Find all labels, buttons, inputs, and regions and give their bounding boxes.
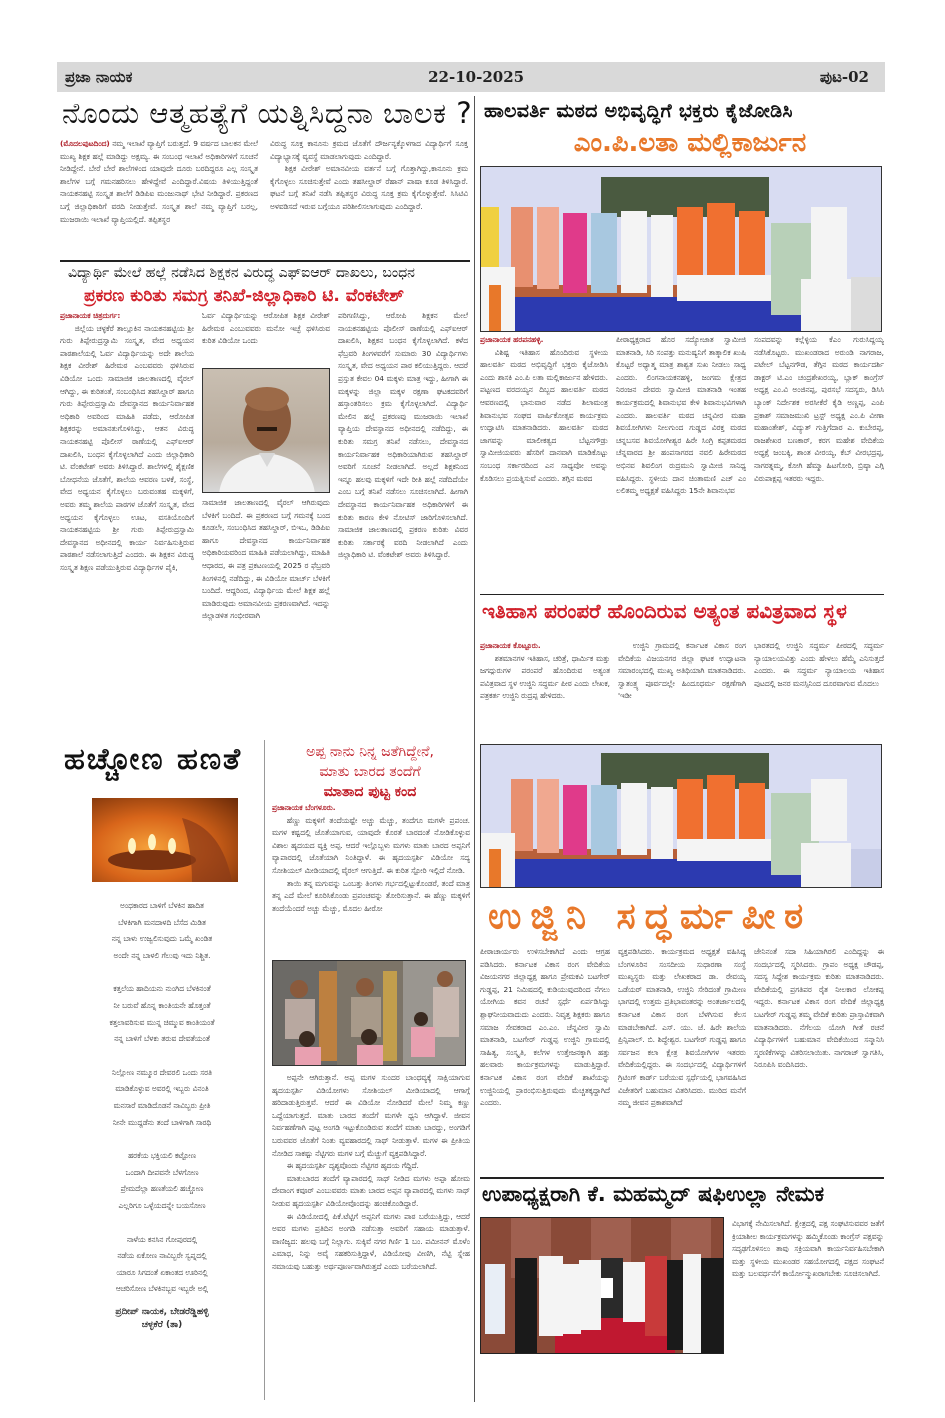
poem-line: ನೀನೇ ಮುದ್ದಡೆನು ತಂದೆ ಬಾಳಿಗಾಗಿ ಸಾರಥಿ <box>112 1117 212 1127</box>
event-stage-illustration <box>481 167 882 332</box>
poem-line: ಮಾಡಿಕೊಳ್ಳುವ ಅವರಲ್ಲಿ ಇಬ್ಬರು ವಿನಂತಿ <box>115 1084 209 1094</box>
poem-line: ನನ್ನ ಬಾಳು ಉಜ್ವಲಿಸುವುದು ಒಮ್ಮೆ ಖಂಡಿತ <box>111 934 213 944</box>
halavarthi-event-photo <box>480 166 882 332</box>
diya-illustration <box>92 798 238 882</box>
story4-kicker: ಹಾಲವರ್ತಿ ಮಠದ ಅಭಿವೃದ್ಧಿಗೆ ಭಕ್ತರು ಕೈಜೋಡಿಸಿ <box>484 100 793 122</box>
poem-line: ನೀ ಬರುವೆ ಹೊನ್ನ ಕಾಂತಿಯನೇ ಹೊತ್ತಂತೆ <box>113 1000 211 1010</box>
poem-line: ಮನಸಾರೆ ಮಾಡಿದೊಡನೆ ನಾವಿಬ್ಬರು ಪ್ರೀತಿ <box>113 1100 211 1110</box>
ujjini-event-photo <box>480 744 882 888</box>
story3-paragraph: ಈ ವಿಡಿಯೋದಲ್ಲಿ ಪಿಕೆ.ಟೆಟ್ಟಿಗೆ ಅಪ್ಪನಿಗೆ ಮಗಳು ಪಾಠ ಬರೆಯುತ್ತಿದ್ದು, ಆದರೆ ಅವರ ಮಗಳು ಪ್ರತಿದಿನ ಅಂಗಡಿ ನಡೆಸುತ್ತಾ ಅವರಿಗೆ ಸಹಾಯ ಮಾಡುತ್ತಾಳೆ. ವಾಣಿಜ್ಯದ: ಹಲವು ಬಗ್ಗೆ ನಿಲ್ಲಾಗು. ಸುಕ್ಕಿವೆ ನಗರ ಗಿರ್ಣಿ 1 ಬಂ. ಪಮೀನನ್ ಮೊಳೆಂ ಎಮಾಧ, ನಿನ್ನು ಅವೈ ಸಹಕರಿಸುತ್ತಿದ್ದಾಳೆ, ವಿಡಿಯೋವು ವೀಣಿಗಿ, ನೆಟ್ಟಿ ಸ್ನೇಹ ನಮಾಯವು ಬಹುತ್ತು ಅರ್ಥಪೂರ್ಣವಾಗಿರುತ್ತದೆ ಎಂದು ಬರೆಯಲಾಗಿದೆ. <box>272 1211 470 1271</box>
poem-line: ನಡೆಯ ಏಕೋಣ ನಾವಿಬ್ಬರೇ ಸ್ವಪ್ನದಲ್ಲಿ <box>117 1251 207 1261</box>
story6-headline: ಉಜ್ಜಿನಿ ಸದ್ಧರ್ಮಪೀಠ <box>488 896 813 937</box>
story4-col1-text: ವಿಶಿಷ್ಟ ಇತಿಹಾಸ ಹೊಂದಿರುವ ಸ್ಥಳೀಯ ಹಾಲವರ್ತಿ ಮಠದ ಅಭಿವೃದ್ಧಿಗೆ ಭಕ್ತರು ಕೈಜೋಡಿಸಿ ಎಂದು ಶಾಸಕಿ ಎಂ.ಪಿ ಲತಾ ಮಲ್ಲಿಕಾರ್ಜುನ ಹೇಳಿದರು. ಪಟ್ಟಣದ ವರದಯ್ಯನ ದಿಬ್ಬದ ಹಾಲವರ್ತಿ ಮಠದ ಆವರಣದಲ್ಲಿ ಭಾನುವಾರ ನಡೆದ ಶಿಲಾಮಂತ್ರ ಶಿವಾನುಭವ ಸಂಘದ ವಾರ್ಷಿಕೋತ್ಸವ ಕಾರ್ಯಕ್ರಮ ಉದ್ಘಾಟಿಸಿ ಮಾತನಾಡಿದರು. ಹಾಲವರ್ತಿ ಮಠದ ಜಾಗವನ್ನು ಮಾಲೀಕತ್ವದ ಬೆಟ್ಟನಗೌಡ್ರು ಸ್ವಾಮೀಜಿಯವರು ಹೆಸರಿಗೆ ದಾನವಾಗಿ ಮಾಡಿಕೊಟ್ಟು ಸಂಬಂಧ ಸರ್ಕಾರದಿಂದ ಎನ ಸಾಧ್ಯವೋ ಅವನ್ನು ಕೊಡಿಸಲು ಪ್ರಯತ್ನಿಸುವೆ ಎಂದರು. ತಗ್ಗಿನ ಮಠದ <box>480 347 608 483</box>
story4-col2: ಪೀಠಾಧ್ಯಕ್ಷರಾದ ಹೊರ ಸದ್ಯೋಜಾತ ಸ್ವಾಮೀಜಿ ಮಾತನಾಡಿ, ಸಿರಿ ಸಂಪತ್ತು ಮನುಷ್ಯನಿಗೆ ತಾತ್ಕಾಲಿಕ ಖುಷಿ ಕೊಟ್ಟರೆ ಅಧ್ಯಾತ್ಮ ಮಾತ್ರ ಶಾಶ್ವತ ಸುಖ ನೀಡಲು ಸಾಧ್ಯ ಎಂದರು. ಲಿಂಗನಾಯಕನಹಳ್ಳಿ, ಜಂಗಮ ಕ್ಷೇತ್ರದ ನಿರಂಜನ ದೇವರು ಸ್ವಾಮೀಜಿ ಮಾತನಾಡಿ ಇಂತಹ ಕಾರ್ಯಕ್ರಮದಲ್ಲಿ ಶಿವಾನುಭವ ಕೇಳಿ ಶಿವಾನುಭವಿಗಳಾಗಿ ಎಂದರು. ಹಾಲವರ್ತಿ ಮಠದ ಚನ್ನವೀರ ಮಹಾ ಶಿವಯೋಗಿಗಳು ನೀಲಗುಂದ ಗುಡ್ಡದ ವಿರಕ್ತ ಮಠದ ಚನ್ನಬಸವ ಶಿವಯೋಗೀಶ್ವರ ಹಿರೇ ಸಿಂಗ್ರಿ ಕಪ್ಪತಮಠದ ಚೆನ್ನವಾರದ ಶ್ರೀ ಹಂಪಸಾಗರದ ನವಲಿ ಹಿರೇಮಠದ ಅಭಿನವ ಶಿವಲಿಂಗ ರುದ್ರಮುನಿ ಸ್ವಾಮೀಜಿ ಸಾನಿಧ್ಯ ವಹಿಸಿದ್ದರು. ಸ್ಥಳೀಯ ದಾನ ಚಿಂತಾಮಣಿ ಎಚ್ ಎಂ ಲಲಿತಮ್ಮ ಅಧ್ಯಕ್ಷತೆ ವಹಿಸಿದ್ದರು 15ನೇ ಶಿವಾನುಭವ <box>616 335 746 496</box>
appointment-ceremony-photo <box>480 1217 724 1354</box>
father-daughter-shop-photo <box>272 960 466 1066</box>
story1-col2-p1: ವಿರುದ್ಧ ಸೂಕ್ತ ಕಾನೂನು ಕ್ರಮದ ಜೊತೆಗೆ ದೌರ್ಜನ್ಯಕ್ಕೊಳಗಾದ ವಿದ್ಯಾರ್ಥಿಗೆ ಸೂಕ್ತ ವಿದ್ಯಾಭ್ಯಾಸಕ್ಕೆ ವ್ಯವಸ್ಥೆ ಮಾಡಲಾಗುವುದು ಎಂದಿದ್ದಾರೆ. <box>270 139 468 161</box>
story3-headline <box>270 742 470 802</box>
story3-headline-line: ಅಪ್ಪ ನಾನು ನಿನ್ನ ಜತೆಗಿದ್ದೇನೆ, <box>306 744 434 760</box>
page-number: ಪುಟ-02 <box>819 68 869 86</box>
story5-col1 <box>480 640 610 738</box>
story3-headline-line: ಮಾತು ಬಾರದ ತಂದೆಗೆ <box>319 764 421 780</box>
poem-line: ಹರಕೆಯ ಭಕ್ತಿಯಲಿ ಕಟ್ಟೋಣ <box>128 1151 196 1161</box>
story2-col2-top: ಓರ್ವ ವಿದ್ಯಾರ್ಥಿಯನ್ನು ಆರೋಪಿತ ಶಿಕ್ಷಕ ವೀರೇಶ್ ಹಿರೇಮಠ ಎಂಬುವವರು ಮನೋ ಇಚ್ಛೆ ಥಳಿಸಿರುವ ಕುರಿತ ವಿಡಿಯೋ ಒಂದು <box>202 311 330 346</box>
issue-date: 22-10-2025 <box>428 68 525 86</box>
story2-headline: ಪ್ರಕರಣ ಕುರಿತು ಸಮಗ್ರ ತನಿಖೆ-ಜಿಲ್ಲಾಧಿಕಾರಿ ಟಿ. ವೆಂಕಟೇಶ್ <box>84 286 405 306</box>
divider <box>480 1177 884 1179</box>
poem-line: ಆಚರಿಸೋಣ ಬೆಳಕಿನಬ್ಬವ ಇಬ್ಬರೇ ಅಲ್ಲಿ <box>115 1284 209 1294</box>
story4-headline: ಎಂ.ಪಿ.ಲತಾ ಮಲ್ಲಿಕಾರ್ಜುನ <box>573 128 807 158</box>
story5-col3: ಭಾರತದಲ್ಲಿ ಉಜ್ಜಿನಿ ಸದ್ಧರ್ಮ ಪೀಠದಲ್ಲಿ ಸದ್ಧರ್ಮ ನ್ಯಾಯಾಲಯವಿತ್ತು ಎಂದು ಹೇಳಲು ಹೆಮ್ಮೆ ಎನಿಸುತ್ತದೆ ಎಂದರು. ಈ ಸದ್ಧರ್ಮ ನ್ಯಾಯಾಲಯ ಇತಿಹಾಸ ಪುಟದಲ್ಲಿ ಜನರ ಮನಸ್ಸಿನಿಂದ ದೂರವಾಗುವ ಮೊದಲು <box>754 641 884 688</box>
story4-col1 <box>480 334 608 592</box>
poem-line: ಕತ್ತಲಾವರಿಸುವ ಮುನ್ನ ಚಿಮ್ಮುವ ಕಾಂತಿಯಂತೆ <box>109 1017 215 1027</box>
event-stage-illustration-2 <box>481 745 882 888</box>
story1-body <box>60 138 468 260</box>
story1-col1: ನಮ್ಮ ಇಲಾಖೆ ವ್ಯಾಪ್ತಿಗೆ ಬರುತ್ತದೆ. 9 ವರ್ಷದ ಬಾಲಕನ ಮೇಲೆ ಮುಖ್ಯ ಶಿಕ್ಷಕ ಹಲ್ಲೆ ಮಾಡಿದ್ದು ಅಕ್ಷಮ್ಯ. ಈ ಸಂಬಂಧ ಇಲಾಖೆ ಅಧಿಕಾರಿಗಳಿಗೆ ಸೂಚನೆ ನೀಡಿದ್ದೇನೆ. ಬೇರೆ ಬೇರೆ ಶಾಲೆಗಳಿಂದ ಯಾವುದೇ ದೂರು ಬರದಿದ್ದರೂ ಎಲ್ಲ ಸಂಸ್ಕೃತ ಶಾಲೆಗಳ ಬಗ್ಗೆ ಗಮನಹರಿಸಲು ಹೇಳಿದ್ದೇವೆ ಎಂದಿದ್ದಾರೆ.ವಿಷಯ ತಿಳಿಯುತ್ತಿದ್ದಂತೆ ನಾಯಕನಹಟ್ಟಿ ಸಂಸ್ಕೃತ ಶಾಲೆಗೆ ಡಿಡಿಪಿಐ ಮಂಜುನಾಥ್ ಭೇಟಿ ನೀಡಿದ್ದಾರೆ. ಪ್ರಕರಣದ ಬಗ್ಗೆ ಜಿಲ್ಲಾಧಿಕಾರಿಗೆ ವರದಿ ನೀಡುತ್ತೇವೆ. ಸಂಸ್ಕೃತ ಶಾಲೆ ನಮ್ಮ ವ್ಯಾಪ್ತಿಗೆ ಬರಲ್ಲ, ಮುಜರಾಯಿ ಇಲಾಖೆ ವ್ಯಾಪ್ತಿಯಲ್ಲಿದೆ. ತಪ್ಪಿತಸ್ಥರ <box>60 139 258 224</box>
poem-line: ಕತ್ತಲೆಯ ಹಾದಿಯನು ನುಂಗಿದ ಬೆಳಕಿನಂತೆ <box>113 984 211 994</box>
poem-stanza <box>62 1065 262 1131</box>
story2-col3: ಪರಿಗಣಿಸಿದ್ದು, ಆರೋಪಿ ಶಿಕ್ಷಕನ ಮೇಲೆ ನಾಯಕನಹಟ್ಟಿಯ ಪೊಲೀಸ್ ಠಾಣೆಯಲ್ಲಿ ಎಫ್‌ಐಆರ್ ದಾಖಲಿಸಿ, ಶಿಕ್ಷಕನ ಬಂಧನ ಕೈಗೊಳ್ಳಲಾಗಿದೆ. ಕಳೆದ ಫೆಬ್ರವರಿ ತಿಂಗಳವರೆಗೆ ಸುಮಾರು 30 ವಿದ್ಯಾರ್ಥಿಗಳು ಸಂಸ್ಕೃತ, ವೇದ ಅಧ್ಯಯನ ಪಾಠ ಕಲಿಯುತ್ತಿದ್ದರು. ಆದರೆ ಪ್ರಸ್ತುತ ಕೇವಲ 04 ಮಕ್ಕಳು ಮಾತ್ರ ಇದ್ದು, ಹೀಗಾಗಿ ಈ ಮಕ್ಕಳನ್ನು ಜಿಲ್ಲಾ ಮಕ್ಕಳ ರಕ್ಷಣಾ ಘಟಕದವರಿಗೆ ಹಸ್ತಾಂತರಿಸಲು ಕ್ರಮ ಕೈಗೊಳ್ಳಲಾಗಿದೆ. ವಿದ್ಯಾರ್ಥಿ ಮೇಲಿನ ಹಲ್ಲೆ ಪ್ರಕರಣವು ಮುಜರಾಯಿ ಇಲಾಖೆ ವ್ಯಾಪ್ತಿಯ ದೇವಸ್ಥಾನದ ಅಧೀನದಲ್ಲಿ ನಡೆದಿದ್ದು, ಈ ಕುರಿತು ಸಮಗ್ರ ತನಿಖೆ ನಡೆಸಲು, ದೇವಸ್ಥಾನದ ಕಾರ್ಯನಿರ್ವಾಹಕ ಅಧಿಕಾರಿಯಾಗಿರುವ ತಹಸಿಲ್ದಾರ್ ಅವರಿಗೆ ಸೂಚನೆ ನೀಡಲಾಗಿದೆ. ಅಲ್ಲದೆ ಶಿಕ್ಷಕನಿಂದ ಇನ್ನೂ ಹಲವು ಮಕ್ಕಳಿಗೆ ಇದೇ ರೀತಿ ಹಲ್ಲೆ ನಡೆದಿದೆಯೇ ಎಂಬ ಬಗ್ಗೆ ತನಿಖೆ ನಡೆಸಲು ಸೂಚಿಸಲಾಗಿದೆ. ಹೀಗಾಗಿ ದೇವಸ್ಥಾನದ ಕಾರ್ಯನಿರ್ವಾಹಕ ಅಧಿಕಾರಿಗಳಿಗೆ ಈ ಕುರಿತು ಕಾರಣ ಕೇಳಿ ನೋಟಿಸ್ ಜಾರಿಗೊಳಿಸಲಾಗಿದೆ. ಸಾಮಾಜಿಕ ಜಾಲತಾಣದಲ್ಲಿ ಪ್ರಕರಣ ಕುರಿತು ವಿವರ ಕುರಿತು ಸರ್ಕಾರಕ್ಕೆ ವರದಿ ನೀಡಲಾಗಿದೆ ಎಂದು ಜಿಲ್ಲಾಧಿಕಾರಿ ಟಿ. ವೆಂಕಟೇಶ್ ಅವರು ತಿಳಿಸಿದ್ದಾರೆ. <box>338 311 468 560</box>
divider <box>60 260 470 262</box>
story1-headline: ನೊಂದು ಆತ್ಮಹತ್ಯೆಗೆ ಯತ್ನಿಸಿದ್ದನಾ ಬಾಲಕ ? <box>62 96 473 130</box>
shop-scene-illustration <box>273 961 466 1066</box>
story3-paragraph: ಅಪ್ಪನೇ ಆಗಿರುತ್ತಾನೆ. ಅಪ್ಪ ಮಗಳ ಸುಂದರ ಬಾಂಧವ್ಯಕ್ಕೆ ಸಾಕ್ಷಿಯಾಗುವ ಹೃದಯಸ್ಪರ್ಶಿ ವಿಡಿಯೋಗಳು ಸೋಶಿಯಲ್ ಮೀಡಿಯಾದಲ್ಲಿ ಆಗಾಗ್ಗೆ ಹರಿದಾಡುತ್ತಿರುತ್ತವೆ. ಆದರೆ ಈ ವಿಡಿಯೋ ನೋಡಿದರೆ ಮೇಲೆ ನಿಮ್ಮ ಕಣ್ಣು ಒದ್ದೆಯಾಗುತ್ತದೆ. ಮಾತು ಬಾರದ ತಂದೆಗೆ ಮಗಳೇ ಧ್ವನಿ ಆಗಿದ್ದಾಳೆ. ಜೀವನ ನಿರ್ವಹಣೆಗಾಗಿ ಪುಟ್ಟ ಅಂಗಡಿ ಇಟ್ಟುಕೊಂಡಿರುವ ತಂದೆಗೆ ಮಾತು ಬಾರದ್ದು, ಅಂಗಡಿಗೆ ಬರುವವರ ಜೊತೆಗೆ ನಿಂತು ವ್ಯವಹಾರದಲ್ಲಿ ಸಾಥ್ ನೀಡುತ್ತಾಳೆ. ಮಗಳ ಈ ಪ್ರೀತಿಯ ನೋಡಿದ ಸಾಕಷ್ಟು ನೆಟ್ಟಿಗರು ಮಗಳ ಬಗ್ಗೆ ಮೆಚ್ಚುಗೆ ವ್ಯಕ್ತಪಡಿಸಿದ್ದಾರೆ. <box>272 1073 470 1158</box>
poem-stanza <box>62 1148 262 1214</box>
story3-paragraph: ಮಾತುಬಾರದ ತಂದೆಗೆ ವ್ಯಾಪಾರದಲ್ಲಿ ಸಾಥ್ ನೀಡಿದ ಮಗಳು ಅಪ್ಪಾ ಹೋಮ ದೇವಾಂಗ ಕವೂರ್ ಎಂಬುವವರು ಮಾತು ಬಾರದ ಅಪ್ಪನ ವ್ಯಾಪಾರದಲ್ಲಿ ಮಗಳು ಸಾಥ್ ನೀಡುವ ಹೃದಯಸ್ಪರ್ಶಿ ವಿಡಿಯೋವೊಂದನ್ನು ಹಂಚಿಕೊಂಡಿದ್ದಾರೆ. <box>272 1173 470 1208</box>
story3-dateline: ಪ್ರಜಾನಾಯಕ ಬೆಂಗಳೂರು. <box>272 803 336 812</box>
poem-body <box>62 898 262 1332</box>
story5-col1-text: ಶತಮಾನಗಳ ಇತಿಹಾಸ, ಚರಿತ್ರೆ, ಧಾರ್ಮಿಕ ಮತ್ತು ಜಗದ್ಗುರುಗಳ ಪರಂಪರೆ ಹೊಂದಿರುವ ಅತ್ಯಂತ ಪವಿತ್ರವಾದ ಸ್ಥಳ ಉಜ್ಜಿನಿ ಸದ್ಧರ್ಮ ಪೀಠ ಎಂದು ಲೇಖಕ, ಪತ್ರಕರ್ತ ಉಜ್ಜಿನಿ ರುದ್ರಪ್ಪ ಹೇಳಿದರು. <box>480 653 610 701</box>
poem-line: ಪ್ರೇಮದೆಲ್ಲಾ ಹಣತೆಯಲಿ ಹಚ್ಚೋಣ <box>120 1184 204 1194</box>
poem-line: ಒಂದಾಗಿ ದೀಪವನೇ ಬೆಳಗೋಣ <box>125 1167 199 1177</box>
story5-headline: ಇತಿಹಾಸ ಪರಂಪರೆ ಹೊಂದಿರುವ ಅತ್ಯಂತ ಪವಿತ್ರವಾದ ಸ್ಥಳ <box>482 599 847 623</box>
story3-paragraph: ತಾಯಿ ತನ್ನ ಮಗುವನ್ನು ಒಂಬತ್ತು ತಿಂಗಳು ಗರ್ಭದಲ್ಲಿಟ್ಟುಕೊಂಡರೆ, ತಂದೆ ಮಾತ್ರ ತನ್ನ ಎದೆ ಮೇಲೆ ಕೂರಿಸಿಕೊಂಡು ಪ್ರಪಂಚವನ್ನು ತೋರಿಸುತ್ತಾನೆ. ಈ ಹೆಣ್ಣು ಮಕ್ಕಳಿಗೆ ತಂದೆಯೆಂದರೆ ಅಚ್ಚು ಮೆಚ್ಚು, ಮೊದಲ ಹೀರೋ <box>272 878 470 913</box>
story7-headline: ಉಪಾಧ್ಯಕ್ಷರಾಗಿ ಕೆ. ಮಹಮ್ಮದ್ ಷಫಿಉಲ್ಲಾ ನೇಮಕ <box>482 1182 825 1206</box>
poem-stanza <box>62 1232 262 1298</box>
story2-dateline: ಪ್ರಜಾನಾಯಕ ಚಿತ್ರದುರ್ಗ: <box>60 311 121 320</box>
district-collector-photo <box>202 368 330 493</box>
poem-stanza <box>62 898 262 964</box>
column-divider <box>264 740 265 1400</box>
story2-kicker: ವಿದ್ಯಾರ್ಥಿ ಮೇಲೆ ಹಲ್ಲೆ ನಡೆಸಿದ ಶಿಕ್ಷಕನ ವಿರುದ್ಧ ಎಫ್‌ಐಆರ್ ದಾಖಲು, ಬಂಧನ <box>68 265 415 281</box>
story4-dateline: ಪ್ರಜಾನಾಯಕ ಹರಪನಹಳ್ಳಿ. <box>480 335 544 344</box>
poem-author: ಪ್ರದೀಪ್ ನಾಯಕ, ಬೇಡರೆಡ್ಡಿಹಳ್ಳಿ <box>115 1306 209 1317</box>
group-photo-illustration <box>481 1218 724 1354</box>
poem-line: ನಾಳೆಯ ಕನಸಿನ ಗೋಪುರದಲ್ಲಿ <box>126 1234 198 1244</box>
story2-col1-text: ಜಿಲ್ಲೆಯ ಚಳ್ಳಕೆರೆ ತಾಲ್ಲೂಕಿನ ನಾಯಕನಹಟ್ಟಿಯ ಶ್ರೀ ಗುರು ತಿಪ್ಪೇರುದ್ರಸ್ವಾಮಿ ಸಂಸ್ಕೃತ, ವೇದ ಅಧ್ಯಯನ ಪಾಠಶಾಲೆಯಲ್ಲಿ ಓರ್ವ ವಿದ್ಯಾರ್ಥಿಯನ್ನು ಅದೇ ಶಾಲೆಯ ಶಿಕ್ಷಕ ವೀರೇಶ್ ಹಿರೇಮಠ ಎಂಬವವರು ಥಳಿಸಿರುವ ವಿಡಿಯೋ ಒಂದು ಸಾಮಾಜಿಕ ಜಾಲತಾಣದಲ್ಲಿ ವೈರಲ್ ಆಗಿದ್ದು, ಈ ಕುರಿತಂತೆ, ಸಂಬಂಧಿಸಿದ ತಹಸಿಲ್ದಾರ್ ಹಾಗೂ ಗುರು ತಿಪ್ಪೇರುದ್ರಸ್ವಾಮಿ ದೇವಸ್ಥಾನದ ಕಾರ್ಯನಿರ್ವಾಹಕ ಅಧಿಕಾರಿ ಅವರಿಂದ ಮಾಹಿತಿ ಪಡೆದು, ಆರೋಪಿತ ಶಿಕ್ಷಕರನ್ನು ಅಮಾನತುಗೊಳಿಸಿದ್ದು, ಆತನ ವಿರುದ್ಧ ನಾಯಕನಹಟ್ಟಿ ಪೊಲೀಸ್ ಠಾಣೆಯಲ್ಲಿ ಎಫ್‌ಐಆರ್ ದಾಖಲಿಸಿ, ಬಂಧನ ಕೈಗೊಳ್ಳಲಾಗಿದೆ ಎಂದು ಜಿಲ್ಲಾಧಿಕಾರಿ ಟಿ. ವೆಂಕಟೇಶ್ ಅವರು ತಿಳಿಸಿದ್ದಾರೆ. ಶಾಲೆಗಳಲ್ಲಿ ಶೈಕ್ಷಣಿಕ ಬೋಧನೆಯ ಜೊತೆಗೆ, ಶಾಲೆಯ ಆವರಣ ಬಳಕೆ, ಸಂಸ್ಥೆ, ವೇದ ಅಧ್ಯಯನ ಕೈಗೊಳ್ಳಲು ಬರುವಂತಹ ಮಕ್ಕಳಿಗೆ, ಅವರು ತಮ್ಮ ಶಾಲೆಯ ಪಾಠಗಳ ಜೊತೆಗೆ ಸಂಸ್ಕೃತ, ವೇದ ಅಧ್ಯಯನ ಕೈಗೊಳ್ಳಲು ಊಟ, ವಸತಿಯೊಂದಿಗೆ ನಾಯಕನಹಟ್ಟಿಯ ಶ್ರೀ ಗುರು ತಿಪ್ಪೇರುದ್ರಸ್ವಾಮಿ ದೇವಸ್ಥಾನದ ಅಧೀನದಲ್ಲಿ ಕಾರ್ಯ ನಿರ್ವಹಿಸುತ್ತಿರುವ ಪಾಠಶಾಲೆ ನಡೆಸಲಾಗುತ್ತಿದೆ ಎಂದರು. ಈ ಶಿಕ್ಷಕನ ವಿರುದ್ಧ ಸಂಸ್ಕೃತ ಶಿಕ್ಷಣ ಪಡೆಯುತ್ತಿರುವ ವಿದ್ಯಾರ್ಥಿಗಳ ಪೈಕಿ, <box>60 323 194 572</box>
story1-col2-p2: ಶಿಕ್ಷಕ ವೀರೇಶ್ ಅಮಾನವೀಯ ವರ್ತನೆ ಬಗ್ಗೆ ಗೊತ್ತಾಗಿದ್ದು,ಕಾನೂನು ಕ್ರಮ ಕೈಗೊಳ್ಳಲು ಸೂಚಿಸುತ್ತೇವೆ ಎಂದು ತಹಸೀಲ್ದಾರ್ ರೆಹಾನ್ ಪಾಷಾ ಕೂಡ ತಿಳಿಸಿದ್ದಾರೆ. ಘಟನೆ ಬಗ್ಗೆ ತನಿಖೆ ನಡೆಸಿ ತಪ್ಪಿತಸ್ಥರ ವಿರುದ್ಧ ಸೂಕ್ತ ಕ್ರಮ ಕೈಗೊಳ್ಳುತ್ತೇವೆ. ಸಿಸಿಟಿವಿ ಅಳವಡಿಸದೆ ಇರುವ ಬಗ್ಗೆಯೂ ಪರಿಶೀಲಿಸಲಾಗುವುದು ಎಂದಿದ್ದಾರೆ. <box>270 164 468 211</box>
poem-stanza <box>62 981 262 1047</box>
poem-author-place: ಚಳ್ಳಕೆರೆ (ತಾ) <box>141 1319 183 1330</box>
page-column-divider <box>474 96 475 1402</box>
poem-line: ಎಲ್ಲರಿಗೂ ಒಳ್ಳೆಯದನ್ನೇ ಬಯಸೋಣ <box>118 1200 206 1210</box>
story6-col2: ವ್ಯಕ್ತಪಡಿಸಿದರು. ಕಾರ್ಯಕ್ರಮದ ಅಧ್ಯಕ್ಷತೆ ವಹಿಸಿದ್ದ ಬೆಂಗಳೂರಿನ ಸಂಸದೀಯ ಸುಧಾರಣಾ ಸಂಸ್ಥೆ ಮುಖ್ಯಸ್ಥರು ಮತ್ತು ಲೇಖಕರಾದ ಡಾ. ರೇವಯ್ಯ ಒಡೆಯರ್ ಮಾತನಾಡಿ, ಉಜ್ಜಿನಿ ಸೇರಿದಂತೆ ಗ್ರಾಮೀಣ ಭಾಗದಲ್ಲಿ ಉತ್ತಮ ಪ್ರತಿಭಾವಂತರನ್ನು ಅಂತರ್ಜಾಲದಲ್ಲಿ ಕರ್ನಾಟಕ ವಿಕಾಸ ರಂಗ ಬೆಳಗಿಸುವ ಕೆಲಸ ಮಾಡಬೇಕಾಗಿದೆ. ಎಸ್. ಯು. ಜೆ. ಹಿರೇ ಶಾಲೆಯ ಪ್ರಿನ್ಸಿಪಾಲ್. ಬಿ. ಶಿದ್ಧೇಶ್ವರ. ಬಟಗೇರ್ ಗುಡ್ಡಪ್ಪ ಹಾಗೂ ಸರ್ವಜನ ಕಲಾ ಕ್ಷೇತ್ರ ಶಿವಯೋಗಿಗಳ ಇತರರು ವೇದಿಕೆಯಲ್ಲಿದ್ದರು. ಈ ಸಂದರ್ಭದಲ್ಲಿ ವಿದ್ಯಾರ್ಥಿಗಳಿಗೆ ಗ್ರಿಟಿಂಗ್ ಕಾರ್ಡ್ ಬರೆಯುವ ಸ್ಪರ್ಧೆಯಲ್ಲಿ ಭಾಗವಹಿಸಿದ ವಿಜೇತರಿಗೆ ಬಹುಮಾನ ವಿತರಿಸಿದರು. ಮುರಿದ ಮನೆಗೆ ನಮ್ಮ ಜೀವನ ಪ್ರಕಾಶವಾಗಿದೆ <box>618 947 746 1108</box>
story6-col1: ಪೀಠಾಚಾರ್ಯರು ಉಳಿಸಬೇಕಾಗಿದೆ ಎಂದು ಆಗ್ರಹ ಪಡಿಸಿದರು. ಕರ್ನಾಟಕ ವಿಕಾಸ ರಂಗ ವೇದಿಕೆಯ ವಿಜಯನಗರ ಜಿಲ್ಲಾಧ್ಯಕ್ಷ ಹಾಗೂ ಪ್ರೇಮಕವಿ ಬಟಗೇರ್ ಗುಡ್ಡಪ್ಪ, 21 ನಿಮಿಷದಲ್ಲಿ ಕುಡಿಯುವುದರಿಂದ ನೆಗಲು ಯೋಗಿಯ ಕವನ ರಚನೆ ಸ್ಪರ್ಧೆ ಏರ್ಪಡಿಸಿದ್ದು ಶ್ಲಾಘನೀಯವಾದುದು ಎಂದರು. ನಿವೃತ್ತ ಶಿಕ್ಷಕರು ಹಾಗೂ ಸಮಾಜ ಸೇವಕರಾದ ಎಂ.ಎಂ. ಚೆನ್ನವೀರ ಸ್ವಾಮಿ ಮಾತನಾಡಿ, ಬಟಗೇರ್ ಗುಡ್ಡಪ್ಪ ಉಜ್ಜಿನಿ ಗ್ರಾಮದಲ್ಲಿ ಸಾಹಿತ್ಯ, ಸಂಸ್ಕೃತಿ, ಕಲೆಗಳ ಉತ್ತೇಜನಕ್ಕಾಗಿ ಹತ್ತು ಹಲವಾರು ಕಾರ್ಯಕ್ರಮಗಳನ್ನು ಮಾಡುತ್ತಿದ್ದಾರೆ. ಕರ್ನಾಟಕ ವಿಕಾಸ ರಂಗ ವೇದಿಕೆ ಶಾಖೆಯನ್ನು ಉಜ್ಜಿನಿಯಲ್ಲಿ ಪ್ರಾರಂಭಿಸುತ್ತಿರುವುದು ಮೆಚ್ಚತಕ್ಕದ್ದಾಗಿದೆ ಎಂದರು. <box>480 947 610 1108</box>
story2-col1 <box>60 310 194 736</box>
poem-line: ಅಂಧಕಾರದ ಬಾಳಿಗೆ ಬೆಳಕಿನ ಹಾದಿತ <box>120 901 204 910</box>
masthead <box>57 62 885 92</box>
story2-col2-bottom: ಸಾಮಾಜಿಕ ಜಾಲತಾಣದಲ್ಲಿ ವೈರಲ್ ಆಗಿರುವುದು ಬೆಳಕಿಗೆ ಬಂದಿದೆ. ಈ ಪ್ರಕರಣದ ಬಗ್ಗೆ ಗಮನಕ್ಕೆ ಬಂದ ಕೂಡಲೇ, ಸಂಬಂಧಿಸಿದ ತಹಸಿಲ್ದಾರ್, ಬಿಇಒ, ಡಿಡಿಪಿಐ ಹಾಗೂ ದೇವಸ್ಥಾನದ ಕಾರ್ಯನಿರ್ವಾಹಕ ಅಧಿಕಾರಿಯವರಿಂದ ಮಾಹಿತಿ ಪಡೆಯಲಾಗಿದ್ದು, ಮಾಹಿತಿ ಆಧಾರದ, ಈ ಪತ್ರ ಪ್ರಕಟಣಯಲ್ಲಿ 2025 ರ ಫೆಬ್ರವರಿ ತಿಂಗಳಿನಲ್ಲಿ ನಡೆದಿದ್ದು, ಈ ವಿಡಿಯೋ ಮಾರ್ಚ್ ಬೆಳಕಿಗೆ ಬಂದಿದೆ. ಆದ್ದರಿಂದ, ವಿದ್ಯಾರ್ಥಿಯ ಮೇಲೆ ಶಿಕ್ಷಕ ಹಲ್ಲೆ ಮಾಡಿರುವುದು ಅಮಾನವೀಯ ಪ್ರಕರಣವಾಗಿದೆ. ಇದನ್ನು ಜಿಲ್ಲಾಡಳಿತ ಗಂಭೀರವಾಗಿ <box>202 498 330 621</box>
story1-dateline: (ಮೊದಲಪುಟದಿಂದ) <box>60 139 110 148</box>
poem-line: ನಿಲ್ಲೋಣ ನಮ್ಮೂರ ದೇವರಲಿ ಒಂದು ಸರತಿ <box>111 1067 212 1077</box>
story3-paragraph: ಈ ಹೃದಯಸ್ಪರ್ಶಿ ದೃಶ್ಯವೊಂದು ನೆಟ್ಟಿಗರ ಹೃದಯ ಗೆದ್ದಿದೆ. <box>286 1161 419 1171</box>
diya-lamp-photo <box>92 798 238 882</box>
poem-line: ಯಾರೂ ಸಿಗದಂತೆ ಏಕಾಂತದ ಊರಿನಲ್ಲಿ <box>116 1267 208 1277</box>
story3-body-bottom <box>272 1072 470 1402</box>
poem-line: ಬೆಳಕಿಗಾಗಿ ಮನದಾಳದಿ ಬೆಸೆದ ಮಿಡಿತ <box>118 917 206 927</box>
story7-body: ವಿಭಾಗಕ್ಕೆ ನೇಮಿಸಲಾಗಿದೆ. ಕ್ಷೇತ್ರದಲ್ಲಿ ಪಕ್ಷ ಸಂಘಟಿಸುವವರ ಜತೆಗೆ ಕ್ರಿಯಾಶೀಲ ಕಾರ್ಯಕ್ರಮಗಳನ್ನು ಹಮ್ಮಿಕೊಂಡು ಕಾಂಗ್ರೆಸ್ ಪಕ್ಷವನ್ನು ಸದೃಢಗೊಳಿಸಲು ತಾವು ಸಕ್ರಿಯವಾಗಿ ಕಾರ್ಯನಿರ್ವಹಿಸಬೇಕಾಗಿ ಮತ್ತು ಸ್ಥಳೀಯ ಮುಖಂಡರ ಸಹಯೋಗದಲ್ಲಿ ಪಕ್ಷದ ಸಂಘಟನೆ ಮತ್ತು ಬಲವರ್ಧನೆಗೆ ಕಾರ್ಯೋನ್ಮುಖರಾಗಬೇಕು ಸೂಚಿಸಲಾಗಿದೆ. <box>732 1219 884 1279</box>
story5-col2: ಉಜ್ಜಿನಿ ಗ್ರಾಮದಲ್ಲಿ ಕರ್ನಾಟಕ ವಿಕಾಸ ರಂಗ ವೇದಿಕೆಯ ವಿಜಯನಗರ ಜಿಲ್ಲಾ ಘಟಕ ಉದ್ಘಾಟನಾ ಸಮಾರಂಭದಲ್ಲಿ ಮುಖ್ಯ ಅತಿಥಿಯಾಗಿ ಮಾತನಾಡಿದರು. ಸ್ವಾತಂತ್ರ್ಯ ಪೂರ್ವದಲ್ಲೇ ಹಿಂದೂಧರ್ಮ ರಕ್ಷಣೆಗಾಗಿ 'ಇಡೀ <box>618 641 746 701</box>
paper-name: ಪ್ರಜಾ ನಾಯಕ <box>65 68 133 86</box>
divider <box>480 594 884 595</box>
story6-col3: ಜೇನಿನಂತೆ ಸದಾ ಸಿಹಿಯಾಗಿರಲಿ ಎಂದಿದ್ದನ್ನು ಈ ಸಂದರ್ಭದಲ್ಲಿ ಸ್ಮರಿಸಿದರು. ಗ್ರಾಪಂ ಅಧ್ಯಕ್ಷ ಚೌಡಪ್ಪ, ಸದಸ್ಯ ಸಿದ್ದೇಶ ಕಾರ್ಯಕ್ರಮ ಕುರಿತು ಮಾತನಾಡಿದರು. ವೇದಿಕೆಯಲ್ಲಿ ಪ್ರಗತಿಪರ ರೈತ ನೀಲಕಾರ ಲೋಕಪ್ಪ ಇದ್ದರು. ಕರ್ನಾಟಕ ವಿಕಾಸ ರಂಗ ವೇದಿಕೆ ಜಿಲ್ಲಾಧ್ಯಕ್ಷ ಬಟಗೇರ್ ಗುಡ್ಡಪ್ಪ ತಮ್ಮ ವೇದಿಕೆ ಕುರಿತು ಪ್ರಾಸ್ತಾವಿಕವಾಗಿ ಮಾತನಾಡಿದರು. ನೆಗೆಲಯ ಯೋಗಿ ಗೀತೆ ರಚನೆ ವಿದ್ಯಾರ್ಥಿಗಳಿಗೆ ಬಹುಮಾನ ವೇದಿಕೆಯಿಂದ ಸನ್ಮಾನಿಸಿ ಸ್ಮರಣಿಕೆಗಳನ್ನು ವಿತರಿಸಲಾಯಿತು. ನಾಗರಾಜ್ ಸ್ವಾಗತಿಸಿ, ನಿರೂಪಿಸಿ ವಂದಿಸಿದರು. <box>754 947 884 1070</box>
story5-dateline: ಪ್ರಜಾನಾಯಕ ಕೊಟ್ಟೂರು. <box>480 641 541 650</box>
story3-paragraph: ಹೆಣ್ಣು ಮಕ್ಕಳಿಗೆ ತಂದೆಯಷ್ಟೇ ಅಚ್ಚು ಮೆಚ್ಚು, ತಂದೆಗೂ ಮಗಳೇ ಪ್ರಪಂಚ. ಮಗಳ ಕಷ್ಟದಲ್ಲಿ ಜೊತೆಯಾಗುವ, ಯಾವುದೇ ಕೊರತೆ ಬಾರದಂತೆ ನೋಡಿಕೊಳ್ಳುವ ವಿಶಾಲ ಹೃದಯದ ವ್ಯಕ್ತಿ ಅಪ್ಪ. ಆದರೆ ಇಲ್ಲೊಬ್ಬಳು ಮಗಳು ಮಾತು ಬಾರದ ಅಪ್ಪನಿಗೆ ವ್ಯಾಪಾರದಲ್ಲಿ ಜೊತೆಯಾಗಿ ನಿಂತಿದ್ದಾಳೆ. ಈ ಹೃದಯಸ್ಪರ್ಶಿ ವಿಡಿಯೋ ಸದ್ಯ ಸೋಶಿಯಲ್ ಮೀಡಿಯಾದಲ್ಲಿ ವೈರಲ್ ಆಗುತ್ತಿದೆ. ಈ ಕುರಿತ ಸ್ಟೋರಿ ಇಲ್ಲಿದೆ ನೋಡಿ. <box>272 815 470 875</box>
poem-line: ನನ್ನ ಬಾಳಿಗೆ ಬೆಳಕು ತರುವ ದೇವತೆಯಂತೆ <box>114 1034 210 1044</box>
portrait-illustration <box>203 369 330 493</box>
poem-title: ಹಚ್ಚೋಣ ಹಣತೆ <box>64 742 243 777</box>
story3-body-top <box>272 802 470 956</box>
story4-col3: ಸಂಪದವನ್ನು ಕಲ್ಲೆಳ್ಳಿಯ ಕೆಎಂ ಗುರುಸಿದ್ದಯ್ಯ ನಡೆಸಿಕೊಟ್ಟರು. ಮುಖಂಡರಾದ ಅರುಂಡಿ ನಾಗರಾಜ, ಪಟೇಲ್ ಬೆಟ್ಟನಗೌಡ, ತೆಗ್ಗಿನ ಮಠದ ಕಾರ್ಯದರ್ಶಿ ಡಾಕ್ಟರ್ ಟಿ.ಎಂ ಚಂದ್ರಶೇಖರಯ್ಯ, ಬ್ಲಾಕ್ ಕಾಂಗ್ರೆಸ್ ಅಧ್ಯಕ್ಷ ಎಂ.ವಿ ಅಂಜಿನಪ್ಪ, ಪುರಸಭೆ ಸದಸ್ಯರು, ಡಿಸಿಸಿ ಬ್ಯಾಂಕ್ ನಿರ್ದೇಶಕ ಅರಸೀಕೆರೆ ಕೈಡಿ ಅಣ್ಣಪ್ಪ, ಎಂಪಿ ಪ್ರಕಾಶ್ ಸಮಾಜಮುಖಿ ಟ್ರಸ್ಟ್ ಅಧ್ಯಕ್ಷ ಎಂ.ಪಿ ವೀಣಾ ಮಹಾಂತೇಶ್, ವಿದ್ಯುತ್ ಗುತ್ತಿಗೆದಾರ ಎ. ಕುಬೇರಪ್ಪ, ರಾಜಶೇಖರ ಬಣಕಾರ್, ಕರಗ ಮಹೇಶ ವೇದಿಕೆಯ ಅಧ್ಯಕ್ಷೆ ಜಂಬಕ್ಕಿ, ಶಾಂತ ವೀರಯ್ಯ, ಕೆಬ್ ವೀರಭದ್ರಪ್ಪ, ನಾಗರತ್ನಮ್ಮ, ಕೋಗಿ ಹೆಮ್ಮಾ ಹಿಟಗೋರಿ, ಬ್ರಿಷ್ಠಾ ಎಗ್ಗಿ ವಿರುಪಾಕ್ಷಪ್ಪ ಇತರರು ಇದ್ದರು. <box>754 335 884 483</box>
story3-headline-line: ಮಾತಾದ ಪುಟ್ಟ ಕಂದ <box>323 784 417 800</box>
poem-line: ಅಂದೇ ನನ್ನ ಬಾಳಲಿ ಗೆಲುವು ಇದು ನಿಶ್ಚಿತ. <box>113 950 211 960</box>
